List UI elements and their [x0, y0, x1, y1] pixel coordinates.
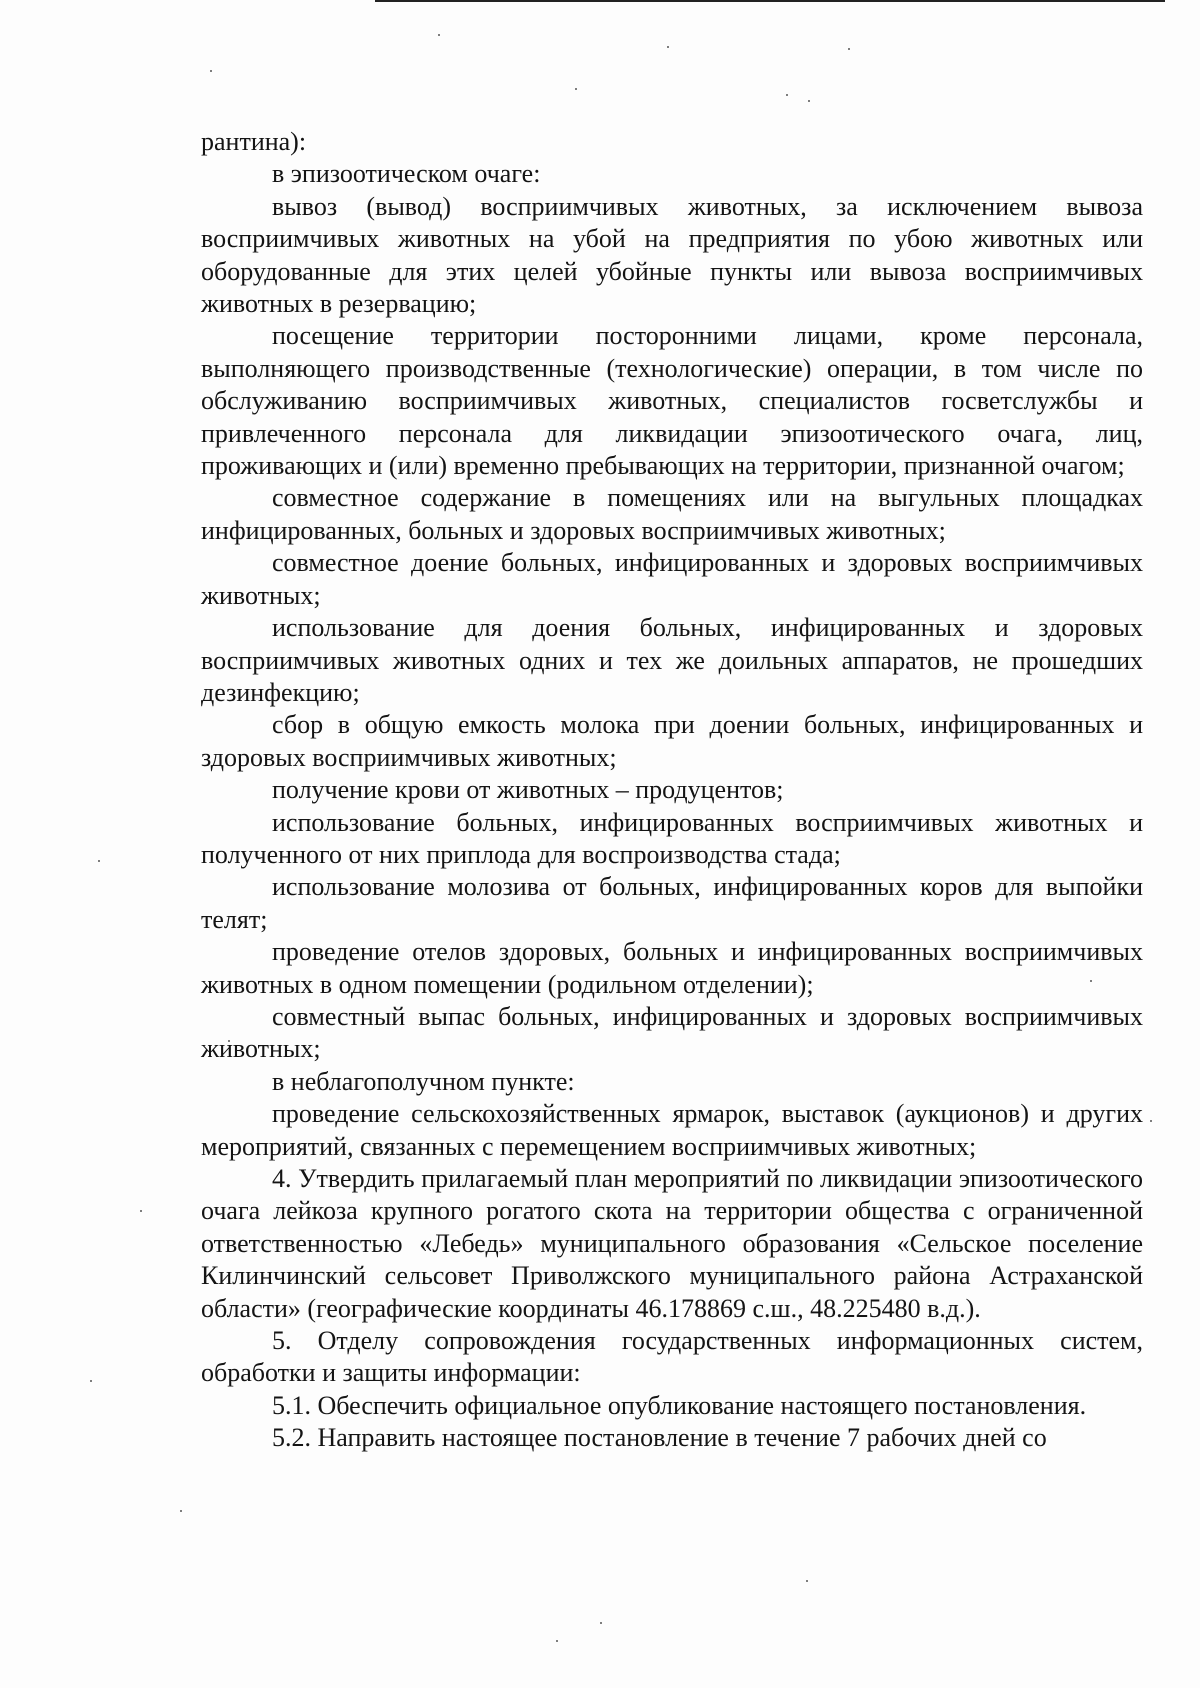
- scan-speck: [808, 100, 810, 102]
- paragraph: использование больных, инфицированных восприимчивых животных и полученного от них приплода для воспроизводства стада;: [201, 807, 1143, 869]
- paragraph: совместное доение больных, инфицированных и здоровых восприимчивых животных;: [201, 548, 1143, 610]
- scan-speck: [806, 1580, 808, 1582]
- scan-speck: [140, 1210, 142, 1212]
- paragraph: проведение отелов здоровых, больных и инфицированных восприимчивых животных в одном помещении (родильном отделении);: [201, 937, 1143, 999]
- paragraph: 5.2. Направить настоящее постановление в течение 7 рабочих дней со: [272, 1423, 1047, 1453]
- paragraph: в неблагополучном пункте:: [272, 1066, 575, 1096]
- scan-speck: [786, 94, 788, 96]
- paragraph: использование для доения больных, инфицированных и здоровых восприимчивых животных одних и тех же доильных аппаратов, не прошедших дезинфекцию;: [201, 613, 1143, 707]
- scan-speck: [600, 1622, 602, 1624]
- paragraph: 4. Утвердить прилагаемый план мероприятий по ликвидации эпизоотического очага лейкоза крупного рогатого скота на территории общества с ограниченной ответственностью «Лебедь» муниципального образования «Сельское поселение Килинчинский сельсовет Приволжского муниципального района Астраханской области» (географические координаты 46.178869 с.ш., 48.225480 в.д.).: [201, 1164, 1143, 1323]
- paragraph: 5.1. Обеспечить официальное опубликование настоящего постановления.: [272, 1390, 1087, 1420]
- paragraph: совместное содержание в помещениях или на выгульных площадках инфицированных, больных и здоровых восприимчивых животных;: [201, 483, 1143, 545]
- scan-speck: [90, 1380, 92, 1382]
- paragraph: рантина):: [201, 127, 307, 156]
- paragraph: в эпизоотическом очаге:: [272, 159, 541, 189]
- scan-speck: [575, 88, 577, 90]
- paragraph: использование молозива от больных, инфицированных коров для выпойки телят;: [201, 872, 1143, 934]
- scan-speck: [438, 34, 440, 36]
- paragraph: вывоз (вывод) восприимчивых животных, за исключением вывоза восприимчивых животных на убой на предприятия по убою животных или оборудованные для этих целей убойные пункты или вывоза восприимчивых животных в резервацию;: [201, 191, 1143, 319]
- scan-speck: [848, 48, 850, 50]
- paragraph: совместный выпас больных, инфицированных и здоровых восприимчивых животных;: [201, 1001, 1143, 1064]
- paragraph: сбор в общую емкость молока при доении больных, инфицированных и здоровых восприимчивых животных;: [201, 710, 1143, 772]
- paragraph: проведение сельскохозяйственных ярмарок, выставок (аукционов) и других мероприятий, связанных с перемещением восприимчивых животных;: [201, 1099, 1143, 1161]
- paragraph: получение крови от животных – продуцентов;: [272, 775, 784, 805]
- document-body: [201, 126, 1143, 1455]
- scan-speck: [180, 1510, 182, 1512]
- paragraph: 5. Отделу сопровождения государственных информационных систем, обработки и защиты информации:: [201, 1326, 1143, 1388]
- scan-speck: [667, 46, 669, 48]
- scan-speck: [556, 1640, 558, 1642]
- scan-speck: [210, 70, 212, 72]
- scan-speck: [1150, 1120, 1152, 1122]
- paragraph: посещение территории посторонними лицами, кроме персонала, выполняющего производственные (технологические) операции, в том числе по обслуживанию восприимчивых животных, специалистов госветслужбы и привлеченного персонала для ликвидации эпизоотического очага, лиц, проживающих и (или) временно пребывающих на территории, признанной очагом;: [201, 321, 1143, 481]
- scan-speck: [98, 860, 100, 862]
- top-border-line: [375, 0, 1165, 2]
